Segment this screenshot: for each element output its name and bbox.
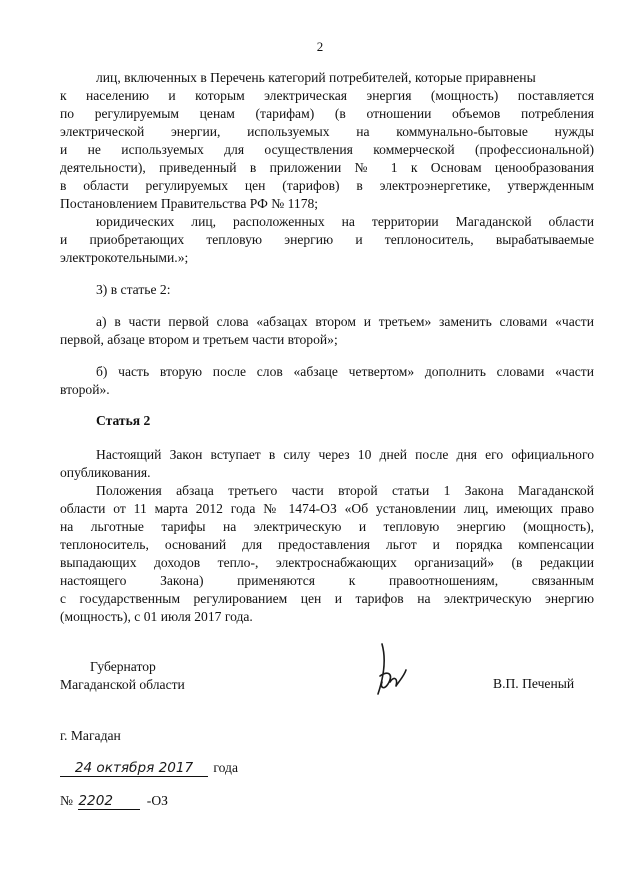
signatory-title [60, 658, 280, 694]
text-line: второй». [60, 382, 110, 397]
text-line: опубликования. [60, 465, 151, 480]
text-line: электрической энергии, используемых на коммунально-бытовые нужды [60, 124, 594, 139]
signatory-title-line: Губернатор [90, 659, 156, 674]
text-line: юридических лиц, расположенных на территории Магаданской области [96, 214, 594, 229]
text-line: по регулируемым ценам (тарифам) (в отношении объемов потребления [60, 106, 594, 121]
text-line: выпадающих доходов тепло-, электроснабжающих организаций» (в редакции [60, 555, 594, 570]
text-line: с государственным регулированием цен и тарифов на электрическую энергию [60, 591, 594, 606]
handwritten-number: 2202 [78, 793, 140, 810]
signatory-title-line: Магаданской области [60, 677, 185, 692]
text-line: настоящего Закона) применяются к правоотношениям, связанным [60, 573, 594, 588]
text-line: в области регулируемых цен (тарифов) в электроэнергетике, утвержденным [60, 178, 594, 193]
page-number: 2 [316, 39, 324, 54]
text-line: а) в части первой слова «абзацах втором и третьем» заменить словами «части [96, 314, 594, 329]
text-line: деятельности), приведенный в приложении № 1 к Основам ценообразования [60, 160, 594, 175]
law-number [60, 793, 168, 810]
text-line: к населению и которым электрическая энергия (мощность) поставляется [60, 88, 594, 103]
text-line: на льготные тарифы на электрическую и тепловую энергию (мощность), [60, 519, 594, 534]
text-line: и не используемых для осуществления коммерческой (профессиональной) [60, 142, 594, 157]
text-line: Положения абзаца третьего части второй статьи 1 Закона Магаданской [96, 483, 594, 498]
text-line: (мощность), с 01 июля 2017 года. [60, 609, 253, 624]
text-line: лиц, включенных в Перечень категорий потребителей, которые приравнены [96, 70, 536, 85]
text-line: первой, абзаце втором и третьем части второй»; [60, 332, 338, 347]
number-suffix: -ОЗ [146, 793, 168, 808]
text-line: Постановлением Правительства РФ № 1178; [60, 196, 319, 211]
text-line: электрокотельными.»; [60, 250, 189, 265]
handwritten-signature [372, 640, 408, 700]
number-sign: № [60, 793, 73, 808]
city: г. Магадан [60, 728, 121, 743]
text-line: области от 11 марта 2012 года № 1474-ОЗ «Об установлении лиц, имеющих право [60, 501, 594, 516]
handwritten-date: 24 октября 2017 [60, 760, 208, 777]
text-line: Настоящий Закон вступает в силу через 10 дней после дня его официального [96, 447, 594, 462]
text-line: 3) в статье 2: [96, 282, 171, 297]
text-line: теплоноситель, оснований для предоставления льгот и порядка компенсации [60, 537, 594, 552]
signatory-name: В.П. Печеный [493, 676, 575, 691]
text-line: б) часть вторую после слов «абзаце четвертом» дополнить словами «части [96, 364, 594, 379]
date-suffix: года [213, 760, 238, 775]
article-heading: Статья 2 [96, 413, 151, 428]
signing-date [60, 760, 238, 777]
text-line: и приобретающих тепловую энергию и теплоноситель, вырабатываемые [60, 232, 594, 247]
